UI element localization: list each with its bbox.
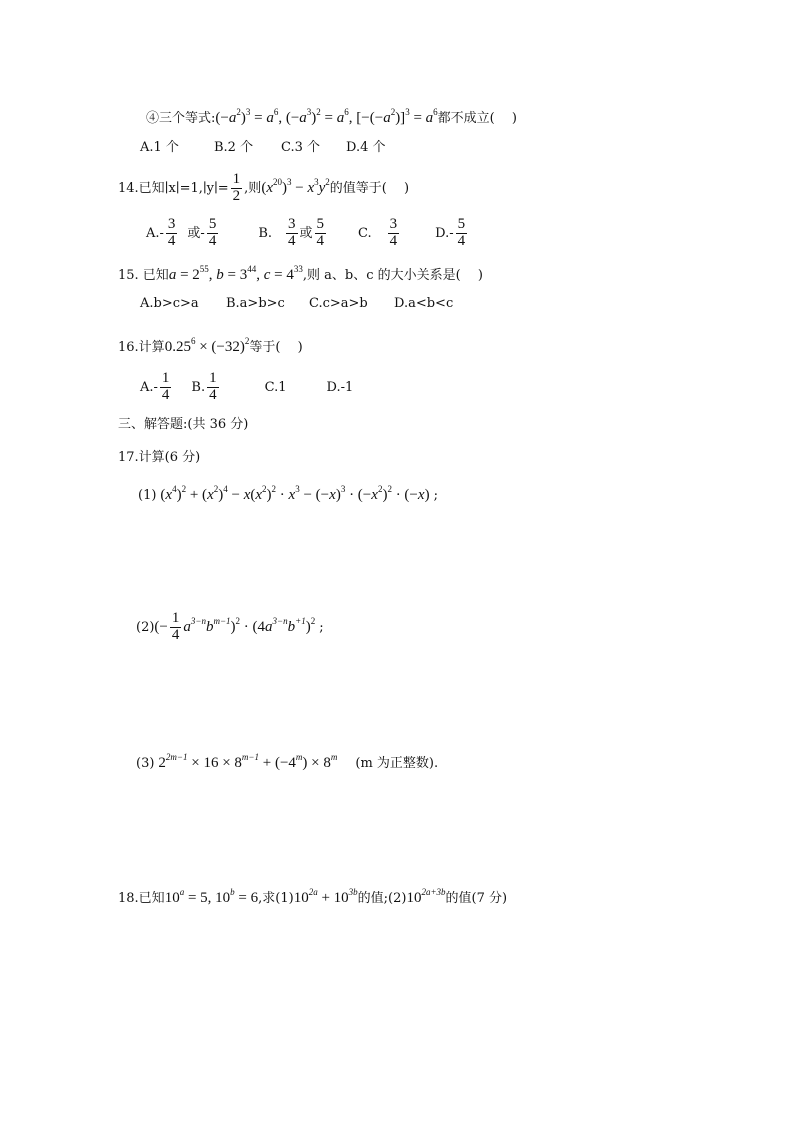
- section-3-heading: 三、解答题:(共 36 分): [118, 417, 249, 432]
- item4-suffix: 都不成立( ): [437, 110, 517, 126]
- q17-part1-expression: $(x^4)^2 + (x^2)^4 - x(x^2)^2 \cdot x^3 - (-x)^3 \cdot (-x^2)^2 \cdot (-x)$: [160, 483, 430, 503]
- q13-option-a: A.1 个: [140, 139, 179, 155]
- q14-option-d: D.- $\frac{5}{4}$: [435, 215, 466, 249]
- q16-suffix: 等于( ): [249, 339, 303, 355]
- q18-suffix: 的值(7 分): [445, 890, 508, 906]
- q15-option-c: C.c>a>b: [309, 295, 368, 311]
- q17-part1-label: (1): [138, 487, 157, 503]
- q14-stem: [118, 168, 409, 208]
- q17-part2-expression: $a^{3-n}b^{m-1})^2 \cdot (4a^{3-n}b^{+1})^2$: [183, 615, 316, 635]
- q18-expression-2: $10^{2a+3b}$: [406, 886, 446, 906]
- q17-part2-end: ;: [319, 619, 324, 635]
- q17-title: 17.计算(6 分): [118, 450, 201, 465]
- q16-option-d: D.-1: [326, 379, 354, 395]
- q15-stem: [118, 264, 483, 286]
- q13-option-b: B.2 个: [214, 139, 254, 155]
- q16-options: [140, 366, 353, 408]
- q17-part1-end: ;: [433, 487, 438, 503]
- q17-part2-label: (2): [136, 619, 155, 635]
- q16-option-c: C.1: [264, 379, 287, 395]
- q16-stem: [118, 336, 303, 358]
- q18-mid2: 的值;(2): [357, 890, 407, 906]
- q14-expression: $(x^{20})^3 - x^3y^2$: [261, 176, 330, 196]
- q14-prefix: 14.已知∣x∣=1,∣y∣=: [118, 180, 229, 196]
- item4-equations: $(-a^2)^3 = a^6$, $(-a^3)^2 = a^6$, $[-(-a^2)]^3 = a^6$: [215, 106, 438, 126]
- q13-option-c: C.3 个: [281, 139, 321, 155]
- q18-given: $10^a = 5$, $10^b = 6$: [164, 886, 259, 906]
- q18-stem: [118, 887, 507, 909]
- q14-half-fraction: $\frac{1}{2}$: [232, 170, 241, 204]
- q17-part1: [138, 484, 438, 506]
- q14-option-b: B. $\frac{3}{4}$ 或 $\frac{5}{4}$: [258, 215, 325, 249]
- q15-option-d: D.a<b<c: [394, 295, 454, 311]
- q17-part3-expression: $2^{2m-1} \times 16 \times 8^{m-1} + (-4^m) \times 8^m$: [158, 751, 338, 771]
- q15-prefix: 15. 已知: [118, 267, 169, 283]
- item4-prefix: ④三个等式:: [146, 110, 216, 126]
- q15-option-b: B.a>b>c: [226, 295, 285, 311]
- q14-option-a: A.- $\frac{3}{4}$ 或- $\frac{5}{4}$: [146, 215, 217, 249]
- q18-prefix: 18.已知: [118, 890, 165, 906]
- q14-mid: ,则: [244, 180, 262, 196]
- q17-part2-fraction: $\frac{1}{4}$: [171, 609, 180, 643]
- q16-option-a: A.- $\frac{1}{4}$: [140, 369, 170, 403]
- q17-part3-label: (3): [136, 755, 155, 771]
- q17-part3: [136, 752, 438, 774]
- q14-suffix: 的值等于( ): [329, 180, 410, 196]
- q14-option-c: C. $\frac{3}{4}$: [358, 215, 398, 249]
- q16-prefix: 16.计算: [118, 339, 165, 355]
- q16-option-b: B. $\frac{1}{4}$: [191, 369, 217, 403]
- q13-item4: [146, 108, 517, 128]
- q17-part3-note: (m 为正整数).: [355, 755, 439, 771]
- q15-expression: $a = 2^{55}$, $b = 3^{44}$, $c = 4^{33}$: [168, 263, 303, 283]
- q15-option-a: A.b>c>a: [140, 295, 199, 311]
- q13-option-d: D.4 个: [346, 139, 386, 155]
- q16-expression: $0.25^6 \times (-32)^2$: [164, 335, 250, 355]
- q18-expression-1: $10^{2a} + 10^{3b}$: [293, 886, 358, 906]
- q18-mid1: ,求(1): [258, 890, 294, 906]
- q14-options: [146, 212, 469, 254]
- q15-suffix: ,则 a、b、c 的大小关系是( ): [302, 267, 483, 283]
- q17-part2: (2) (− $\frac{1}{4}$ $a^{3-n}b^{m-1})^2 \cdot (4a^{3-n}b^{+1})^2$ ;: [136, 609, 324, 643]
